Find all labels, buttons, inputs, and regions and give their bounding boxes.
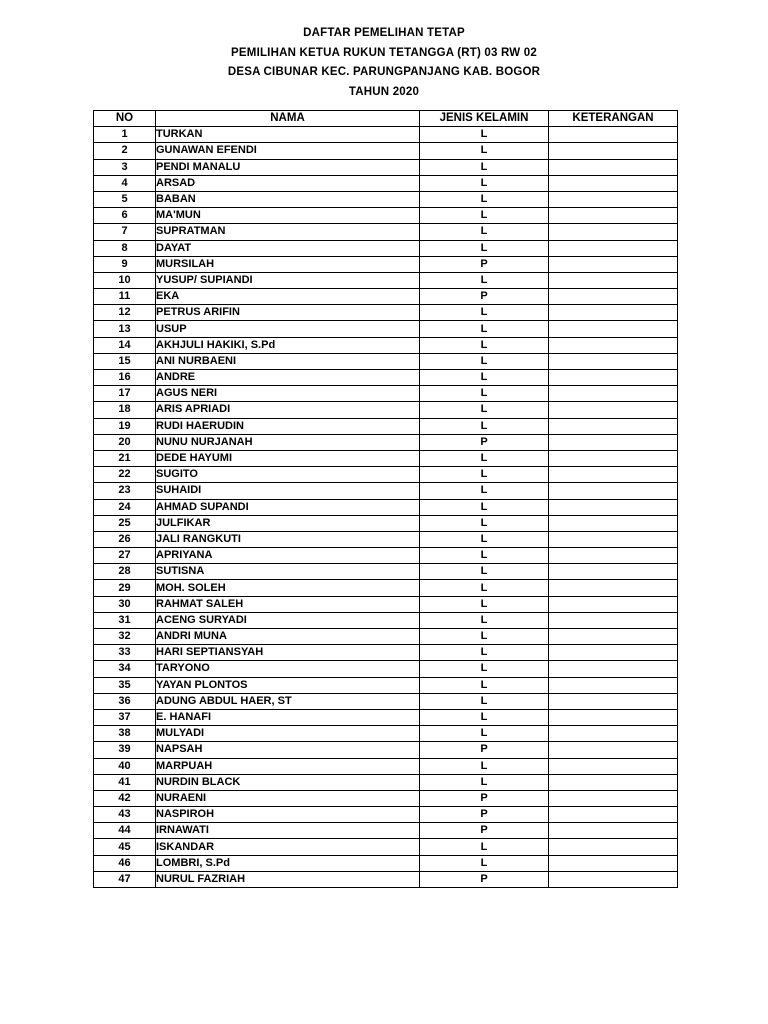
row-number-cell: 4	[94, 175, 156, 191]
voter-name-cell: ISKANDAR	[156, 839, 420, 855]
table-row	[94, 224, 678, 240]
gender-cell: P	[420, 823, 549, 839]
remarks-cell	[549, 499, 678, 515]
header-title: DAFTAR PEMELIHAN TETAP	[303, 27, 465, 39]
gender-cell: L	[420, 758, 549, 774]
gender-cell: L	[420, 515, 549, 531]
voter-name-cell: ANI NURBAENI	[156, 353, 420, 369]
gender-cell: L	[420, 855, 549, 871]
gender-cell: P	[420, 289, 549, 305]
gender-cell: P	[420, 871, 549, 887]
table-row	[94, 774, 678, 790]
row-number-cell: 3	[94, 159, 156, 175]
gender-cell: L	[420, 240, 549, 256]
table-body	[94, 127, 678, 888]
table-row	[94, 289, 678, 305]
header-row	[94, 111, 678, 127]
remarks-cell	[549, 693, 678, 709]
voter-name-cell: NAPSAH	[156, 742, 420, 758]
remarks-cell	[549, 450, 678, 466]
remarks-cell	[549, 629, 678, 645]
table-row	[94, 709, 678, 725]
table-row	[94, 596, 678, 612]
remarks-cell	[549, 159, 678, 175]
row-number-cell: 26	[94, 531, 156, 547]
table-row	[94, 353, 678, 369]
gender-cell: L	[420, 693, 549, 709]
voter-name-cell: ADUNG ABDUL HAER, ST	[156, 693, 420, 709]
table-row	[94, 839, 678, 855]
remarks-cell	[549, 208, 678, 224]
row-number-cell: 1	[94, 127, 156, 143]
voter-name-cell: PENDI MANALU	[156, 159, 420, 175]
remarks-cell	[549, 580, 678, 596]
table-row	[94, 191, 678, 207]
table-row	[94, 402, 678, 418]
voter-name-cell: USUP	[156, 321, 420, 337]
gender-cell: P	[420, 807, 549, 823]
table-row	[94, 305, 678, 321]
row-number-cell: 40	[94, 758, 156, 774]
row-number-cell: 5	[94, 191, 156, 207]
gender-cell: L	[420, 450, 549, 466]
row-number-cell: 25	[94, 515, 156, 531]
row-number-cell: 31	[94, 612, 156, 628]
gender-cell: L	[420, 564, 549, 580]
remarks-cell	[549, 709, 678, 725]
table-row	[94, 337, 678, 353]
gender-cell: L	[420, 175, 549, 191]
row-number-cell: 32	[94, 629, 156, 645]
remarks-cell	[549, 612, 678, 628]
table-row	[94, 467, 678, 483]
gender-cell: L	[420, 467, 549, 483]
voter-name-cell: YUSUP/ SUPIANDI	[156, 272, 420, 288]
table-row	[94, 823, 678, 839]
remarks-cell	[549, 677, 678, 693]
remarks-cell	[549, 855, 678, 871]
gender-cell: L	[420, 483, 549, 499]
remarks-cell	[549, 871, 678, 887]
table-row	[94, 758, 678, 774]
table-row	[94, 742, 678, 758]
row-number-cell: 18	[94, 402, 156, 418]
row-number-cell: 29	[94, 580, 156, 596]
voter-name-cell: AHMAD SUPANDI	[156, 499, 420, 515]
voter-name-cell: ACENG SURYADI	[156, 612, 420, 628]
gender-cell: L	[420, 726, 549, 742]
voter-name-cell: MURSILAH	[156, 256, 420, 272]
gender-cell: L	[420, 159, 549, 175]
remarks-cell	[549, 321, 678, 337]
row-number-cell: 44	[94, 823, 156, 839]
voter-name-cell: SUGITO	[156, 467, 420, 483]
remarks-cell	[549, 256, 678, 272]
remarks-cell	[549, 596, 678, 612]
table-row	[94, 483, 678, 499]
voter-name-cell: EKA	[156, 289, 420, 305]
table-row	[94, 645, 678, 661]
remarks-cell	[549, 386, 678, 402]
row-number-cell: 21	[94, 450, 156, 466]
voter-name-cell: PETRUS ARIFIN	[156, 305, 420, 321]
row-number-cell: 2	[94, 143, 156, 159]
row-number-cell: 15	[94, 353, 156, 369]
voter-name-cell: NUNU NURJANAH	[156, 434, 420, 450]
remarks-cell	[549, 823, 678, 839]
table-row	[94, 677, 678, 693]
remarks-cell	[549, 661, 678, 677]
remarks-cell	[549, 402, 678, 418]
gender-cell: L	[420, 208, 549, 224]
gender-cell: L	[420, 661, 549, 677]
gender-cell: L	[420, 531, 549, 547]
row-number-cell: 22	[94, 467, 156, 483]
voter-name-cell: AKHJULI HAKIKI, S.Pd	[156, 337, 420, 353]
voter-name-cell: GUNAWAN EFENDI	[156, 143, 420, 159]
row-number-cell: 43	[94, 807, 156, 823]
row-number-cell: 30	[94, 596, 156, 612]
row-number-cell: 46	[94, 855, 156, 871]
remarks-cell	[549, 790, 678, 806]
remarks-cell	[549, 127, 678, 143]
gender-cell: L	[420, 224, 549, 240]
row-number-cell: 17	[94, 386, 156, 402]
voter-name-cell: TARYONO	[156, 661, 420, 677]
row-number-cell: 33	[94, 645, 156, 661]
gender-cell: P	[420, 256, 549, 272]
voter-name-cell: ANDRE	[156, 370, 420, 386]
remarks-cell	[549, 305, 678, 321]
gender-cell: L	[420, 353, 549, 369]
remarks-cell	[549, 224, 678, 240]
row-number-cell: 38	[94, 726, 156, 742]
table-row	[94, 321, 678, 337]
remarks-cell	[549, 758, 678, 774]
voter-name-cell: JULFIKAR	[156, 515, 420, 531]
table-row	[94, 855, 678, 871]
table-row	[94, 143, 678, 159]
remarks-cell	[549, 548, 678, 564]
voter-name-cell: RAHMAT SALEH	[156, 596, 420, 612]
table-row	[94, 661, 678, 677]
gender-cell: L	[420, 337, 549, 353]
voter-name-cell: LOMBRI, S.Pd	[156, 855, 420, 871]
row-number-cell: 41	[94, 774, 156, 790]
gender-cell: L	[420, 677, 549, 693]
remarks-cell	[549, 434, 678, 450]
row-number-cell: 36	[94, 693, 156, 709]
column-header-keterangan: KETERANGAN	[549, 111, 678, 127]
gender-cell: L	[420, 629, 549, 645]
row-number-cell: 19	[94, 418, 156, 434]
row-number-cell: 12	[94, 305, 156, 321]
row-number-cell: 8	[94, 240, 156, 256]
voter-name-cell: NURAENI	[156, 790, 420, 806]
gender-cell: L	[420, 709, 549, 725]
voter-name-cell: SUPRATMAN	[156, 224, 420, 240]
voter-name-cell: ARIS APRIADI	[156, 402, 420, 418]
voter-name-cell: SUHAIDI	[156, 483, 420, 499]
column-header-no: NO	[94, 111, 156, 127]
row-number-cell: 16	[94, 370, 156, 386]
table-row	[94, 208, 678, 224]
remarks-cell	[549, 531, 678, 547]
table-row	[94, 499, 678, 515]
voter-name-cell: DAYAT	[156, 240, 420, 256]
table-header	[94, 111, 678, 127]
table-row	[94, 531, 678, 547]
table-row	[94, 612, 678, 628]
remarks-cell	[549, 515, 678, 531]
table-row	[94, 159, 678, 175]
remarks-cell	[549, 742, 678, 758]
gender-cell: L	[420, 548, 549, 564]
gender-cell: L	[420, 191, 549, 207]
voter-name-cell: RUDI HAERUDIN	[156, 418, 420, 434]
remarks-cell	[549, 175, 678, 191]
row-number-cell: 7	[94, 224, 156, 240]
table-row	[94, 726, 678, 742]
table-row	[94, 240, 678, 256]
gender-cell: P	[420, 790, 549, 806]
table-row	[94, 580, 678, 596]
gender-cell: P	[420, 742, 549, 758]
remarks-cell	[549, 191, 678, 207]
gender-cell: L	[420, 612, 549, 628]
gender-cell: L	[420, 580, 549, 596]
row-number-cell: 6	[94, 208, 156, 224]
remarks-cell	[549, 337, 678, 353]
voter-name-cell: ANDRI MUNA	[156, 629, 420, 645]
remarks-cell	[549, 240, 678, 256]
row-number-cell: 11	[94, 289, 156, 305]
header-location: DESA CIBUNAR KEC. PARUNGPANJANG KAB. BOGOR	[227, 66, 541, 78]
row-number-cell: 37	[94, 709, 156, 725]
table-row	[94, 693, 678, 709]
remarks-cell	[549, 774, 678, 790]
row-number-cell: 39	[94, 742, 156, 758]
row-number-cell: 27	[94, 548, 156, 564]
voter-name-cell: BABAN	[156, 191, 420, 207]
gender-cell: L	[420, 839, 549, 855]
row-number-cell: 28	[94, 564, 156, 580]
voter-name-cell: NURUL FAZRIAH	[156, 871, 420, 887]
row-number-cell: 45	[94, 839, 156, 855]
voter-name-cell: NASPIROH	[156, 807, 420, 823]
row-number-cell: 23	[94, 483, 156, 499]
remarks-cell	[549, 370, 678, 386]
remarks-cell	[549, 839, 678, 855]
voter-name-cell: MULYADI	[156, 726, 420, 742]
voter-name-cell: MA'MUN	[156, 208, 420, 224]
voter-name-cell: IRNAWATI	[156, 823, 420, 839]
row-number-cell: 14	[94, 337, 156, 353]
table-row	[94, 386, 678, 402]
table-row	[94, 450, 678, 466]
remarks-cell	[549, 645, 678, 661]
table-row	[94, 807, 678, 823]
voter-name-cell: APRIYANA	[156, 548, 420, 564]
gender-cell: L	[420, 272, 549, 288]
remarks-cell	[549, 143, 678, 159]
table-row	[94, 629, 678, 645]
table-row	[94, 790, 678, 806]
row-number-cell: 34	[94, 661, 156, 677]
voter-name-cell: TURKAN	[156, 127, 420, 143]
voter-name-cell: ARSAD	[156, 175, 420, 191]
row-number-cell: 20	[94, 434, 156, 450]
table-row	[94, 871, 678, 887]
gender-cell: L	[420, 418, 549, 434]
gender-cell: L	[420, 499, 549, 515]
remarks-cell	[549, 483, 678, 499]
column-header-nama: NAMA	[156, 111, 420, 127]
voter-name-cell: HARI SEPTIANSYAH	[156, 645, 420, 661]
table-row	[94, 548, 678, 564]
table-row	[94, 127, 678, 143]
row-number-cell: 24	[94, 499, 156, 515]
remarks-cell	[549, 467, 678, 483]
header-year: TAHUN 2020	[348, 85, 420, 98]
voter-name-cell: E. HANAFI	[156, 709, 420, 725]
gender-cell: L	[420, 645, 549, 661]
gender-cell: L	[420, 774, 549, 790]
table-row	[94, 256, 678, 272]
table-row	[94, 175, 678, 191]
remarks-cell	[549, 726, 678, 742]
table-row	[94, 515, 678, 531]
remarks-cell	[549, 418, 678, 434]
remarks-cell	[549, 289, 678, 305]
voter-name-cell: YAYAN PLONTOS	[156, 677, 420, 693]
voter-name-cell: DEDE HAYUMI	[156, 450, 420, 466]
gender-cell: L	[420, 596, 549, 612]
gender-cell: L	[420, 370, 549, 386]
row-number-cell: 35	[94, 677, 156, 693]
table-row	[94, 434, 678, 450]
voter-name-cell: MOH. SOLEH	[156, 580, 420, 596]
document-header	[0, 24, 768, 102]
gender-cell: L	[420, 305, 549, 321]
gender-cell: L	[420, 321, 549, 337]
remarks-cell	[549, 353, 678, 369]
column-header-jenis-kelamin: JENIS KELAMIN	[420, 111, 549, 127]
gender-cell: L	[420, 143, 549, 159]
table-row	[94, 564, 678, 580]
voter-name-cell: MARPUAH	[156, 758, 420, 774]
gender-cell: L	[420, 386, 549, 402]
gender-cell: P	[420, 434, 549, 450]
remarks-cell	[549, 807, 678, 823]
remarks-cell	[549, 564, 678, 580]
gender-cell: L	[420, 402, 549, 418]
table-row	[94, 272, 678, 288]
gender-cell: L	[420, 127, 549, 143]
row-number-cell: 13	[94, 321, 156, 337]
row-number-cell: 47	[94, 871, 156, 887]
voter-name-cell: SUTISNA	[156, 564, 420, 580]
voter-name-cell: AGUS NERI	[156, 386, 420, 402]
voter-list-table	[93, 110, 678, 888]
header-subtitle: PEMILIHAN KETUA RUKUN TETANGGA (RT) 03 RW 02	[231, 46, 537, 59]
row-number-cell: 42	[94, 790, 156, 806]
row-number-cell: 9	[94, 256, 156, 272]
remarks-cell	[549, 272, 678, 288]
table-row	[94, 370, 678, 386]
row-number-cell: 10	[94, 272, 156, 288]
voter-name-cell: JALI RANGKUTI	[156, 531, 420, 547]
voter-name-cell: NURDIN BLACK	[156, 774, 420, 790]
table-row	[94, 418, 678, 434]
